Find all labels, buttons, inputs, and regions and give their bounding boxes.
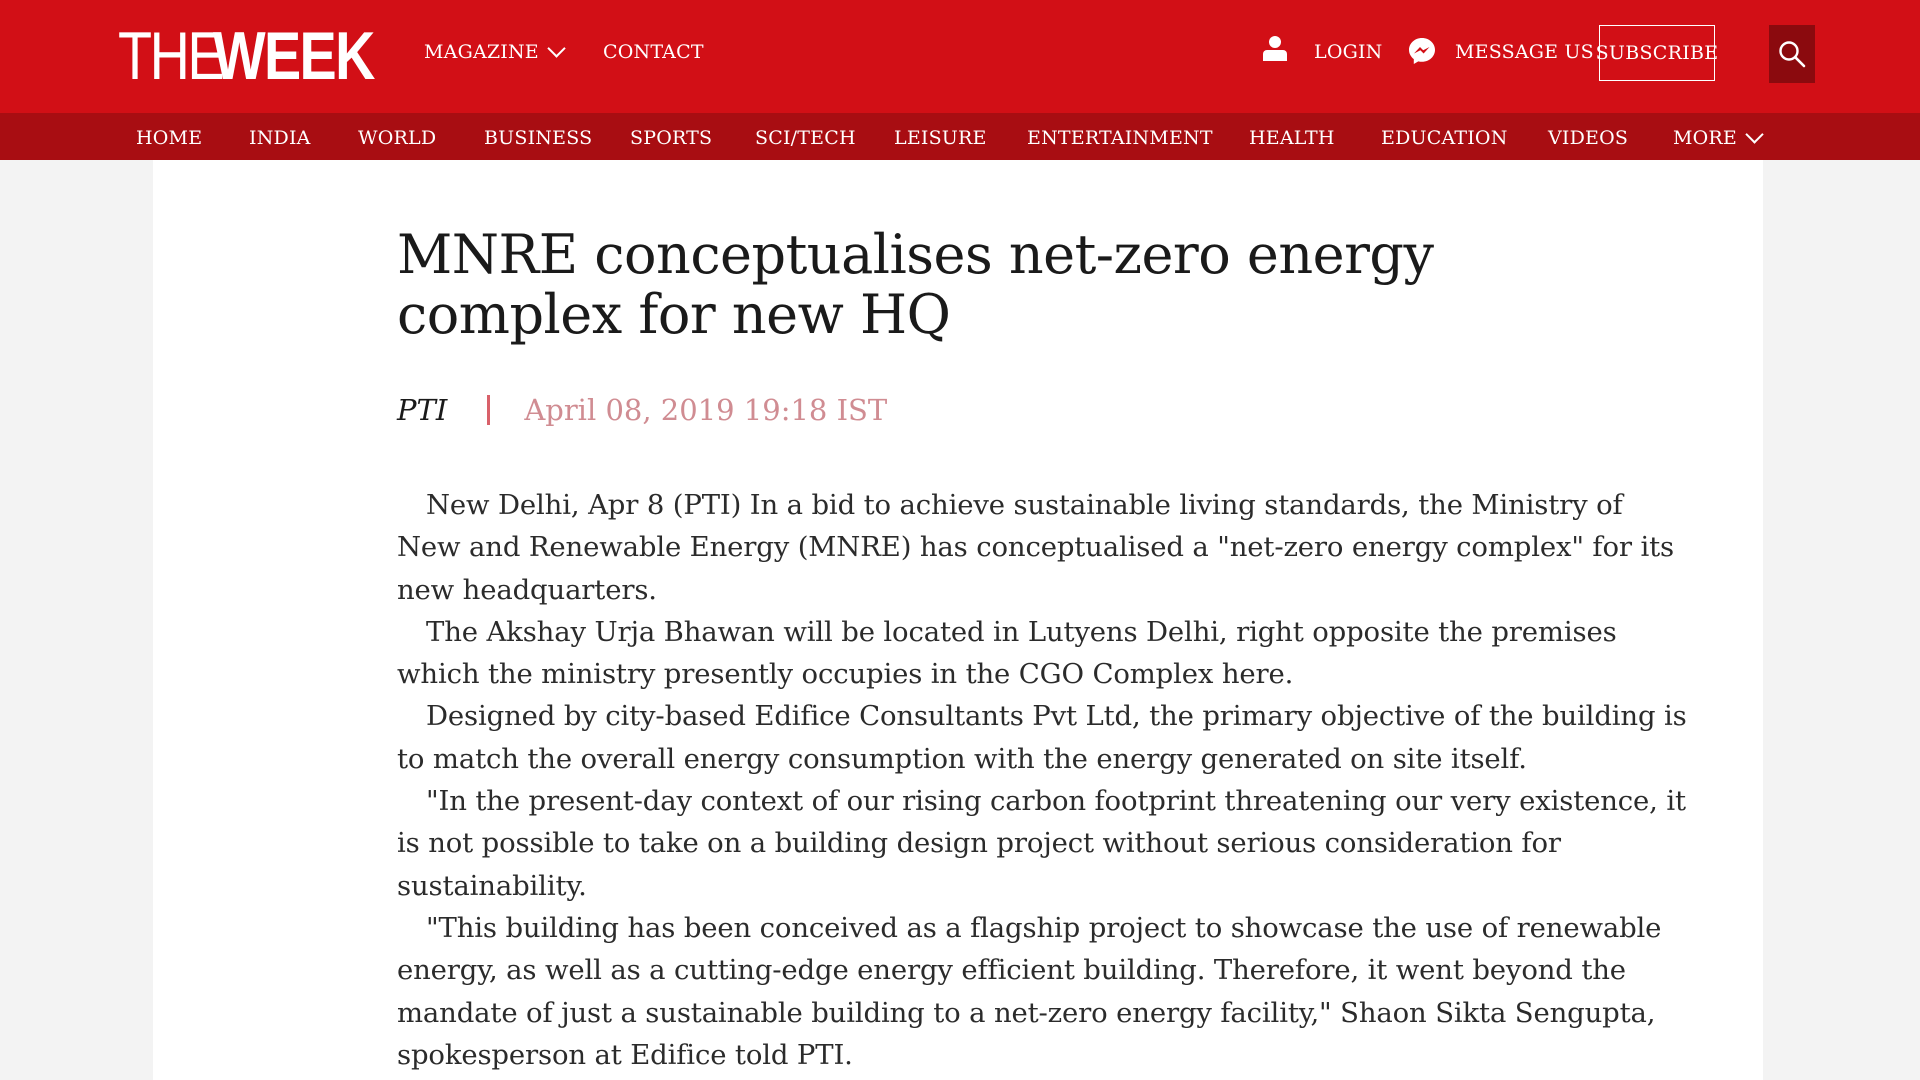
author-name[interactable]: PTI xyxy=(397,393,448,427)
section-nav-label: HOME xyxy=(136,127,203,149)
section-nav-label: SCI/TECH xyxy=(755,127,856,149)
subscribe-label: SUBSCRIBE xyxy=(1595,42,1719,64)
nav-contact-label: CONTACT xyxy=(603,41,704,63)
messenger-icon[interactable] xyxy=(1407,36,1437,66)
nav-magazine-label: MAGAZINE xyxy=(424,41,539,63)
search-icon xyxy=(1777,39,1807,69)
article-paragraph: New Delhi, Apr 8 (PTI) In a bid to achieve sustainable living standards, the Ministry of New and Renewable Energy (MNRE) has conceptualised a "net-zero energy complex" for its new headquarters. xyxy=(397,489,1674,606)
nav-contact[interactable] xyxy=(603,40,704,64)
section-nav-world[interactable] xyxy=(358,127,436,149)
section-nav-label: MORE xyxy=(1673,127,1738,149)
top-header xyxy=(0,0,1920,113)
subscribe-button[interactable] xyxy=(1595,25,1719,81)
message-us-label: MESSAGE US xyxy=(1455,41,1594,63)
section-nav-label: VIDEOS xyxy=(1548,127,1629,149)
article-paragraph: The Akshay Urja Bhawan will be located in Lutyens Delhi, right opposite the premises which the ministry presently occupies in the CGO Complex here. xyxy=(397,615,1617,691)
article-body xyxy=(397,484,1687,1076)
logo-week: WEEK xyxy=(213,18,374,94)
search-button[interactable] xyxy=(1769,25,1815,83)
byline-separator xyxy=(487,395,490,425)
section-nav-label: HEALTH xyxy=(1249,127,1335,149)
section-nav xyxy=(0,113,1920,160)
article-paragraph: "This building has been conceived as a flagship project to showcase the use of renewable energy, as well as a cutting-edge energy efficient building. Therefore, it went beyond the mandate of just a sustainable building to a net-zero energy facility," Shaon Sikta Sengupta, spokesperson at Edifice told PTI. xyxy=(397,911,1662,1071)
site-logo[interactable] xyxy=(118,18,409,94)
section-nav-india[interactable] xyxy=(249,127,311,149)
section-nav-health[interactable] xyxy=(1249,127,1335,149)
section-nav-label: WORLD xyxy=(358,127,437,149)
login-link[interactable] xyxy=(1314,40,1383,64)
section-nav-scitech[interactable] xyxy=(755,127,856,149)
chevron-down-icon xyxy=(1745,125,1763,143)
section-nav-more[interactable] xyxy=(1673,127,1761,149)
user-icon[interactable] xyxy=(1263,36,1287,62)
section-nav-sports[interactable] xyxy=(630,127,712,149)
section-nav-leisure[interactable] xyxy=(894,127,987,149)
section-nav-videos[interactable] xyxy=(1548,127,1628,149)
logo-the: THE xyxy=(118,18,223,94)
section-nav-label: EDUCATION xyxy=(1381,127,1508,149)
chevron-down-icon xyxy=(547,39,565,57)
section-nav-label: LEISURE xyxy=(894,127,987,149)
headline-line-2: complex for new HQ xyxy=(397,283,951,346)
login-label: LOGIN xyxy=(1314,41,1383,63)
publish-date: April 08, 2019 19:18 IST xyxy=(524,393,888,427)
section-nav-label: ENTERTAINMENT xyxy=(1027,127,1213,149)
article-paragraph: "In the present-day context of our rising carbon footprint threatening our very existence, it is not possible to take on a building design project without serious consideration for sustainability. xyxy=(397,785,1686,902)
article-headline xyxy=(397,225,1527,345)
section-nav-label: SPORTS xyxy=(630,127,713,149)
article-byline xyxy=(397,390,887,430)
section-nav-entertainment[interactable] xyxy=(1027,127,1213,149)
article-paragraph: Designed by city-based Edifice Consultants Pvt Ltd, the primary objective of the building is to match the overall energy consumption with the energy generated on site itself. xyxy=(397,700,1687,775)
nav-magazine[interactable] xyxy=(424,40,563,64)
section-nav-business[interactable] xyxy=(484,127,592,149)
section-nav-education[interactable] xyxy=(1381,127,1508,149)
section-nav-label: BUSINESS xyxy=(484,127,593,149)
message-us-link[interactable] xyxy=(1455,40,1594,64)
section-nav-label: INDIA xyxy=(249,127,311,149)
headline-line-1: MNRE conceptualises net-zero energy xyxy=(397,223,1434,286)
section-nav-home[interactable] xyxy=(136,127,202,149)
